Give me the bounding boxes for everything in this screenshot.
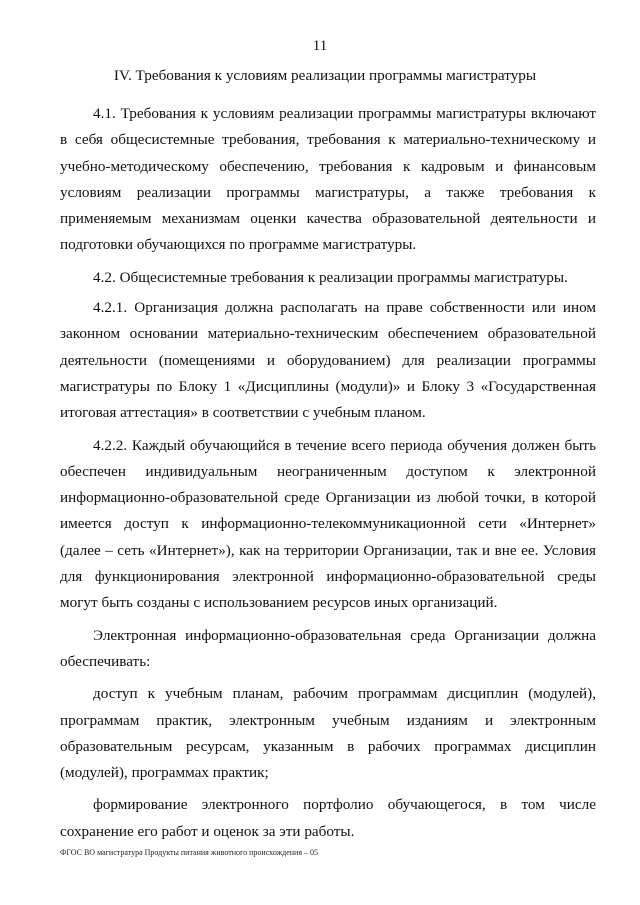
paragraph-4-1: 4.1. Требования к условиям реализации программы магистратуры включают в себя общесистемные требования, требования к материально-техническому и учебно-методическому обеспечению, требования к кадровым и финансовым условиям реализации программы магистратуры, а также требования к применяемым механизмам оценки качества образовательной деятельности и подготовки обучающихся по программе магистратуры. [60, 105, 596, 254]
page-footer: ФГОС ВО магистратура Продукты питания животного происхождения – 05 [60, 848, 319, 857]
page-number: 11 [312, 38, 328, 54]
paragraph-4-2-2: 4.2.2. Каждый обучающийся в течение всего периода обучения должен быть обеспечен индивидуальным неограниченным доступом к электронной информационно-образовательной среде Организации из любой точки, в которой имеется доступ к информационно-телекоммуникационной сети «Интернет» (далее – сеть «Интернет»), как на территории Организации, так и вне ее. Условия для функционирования электронной информационно-образовательной среды могут быть созданы с использованием ресурсов иных организаций. [60, 436, 596, 612]
paragraph-4-2: 4.2. Общесистемные требования к реализации программы магистратуры. [93, 268, 568, 286]
section-heading: IV. Требования к условиям реализации программы магистратуры [113, 67, 537, 84]
body-text [60, 101, 596, 851]
paragraph-eios-intro: Электронная информационно-образовательная среда Организации должна обеспечивать: [60, 626, 596, 670]
paragraph-access: доступ к учебным планам, рабочим программам дисциплин (модулей), программам практик, электронным учебным изданиям и электронным образовательным ресурсам, указанным в рабочих программах дисциплин (модулей), программах практик; [60, 685, 596, 782]
paragraph-4-2-1: 4.2.1. Организация должна располагать на праве собственности или ином законном основании материально-техническим обеспечением образовательной деятельности (помещениями и оборудованием) для реализации программы магистратуры по Блоку 1 «Дисциплины (модули)» и Блоку 3 «Государственная итоговая аттестация» в соответствии с учебным планом. [60, 299, 596, 422]
paragraph-portfolio: формирование электронного портфолио обучающегося, в том числе сохранение его работ и оценок за эти работы. [60, 796, 596, 840]
